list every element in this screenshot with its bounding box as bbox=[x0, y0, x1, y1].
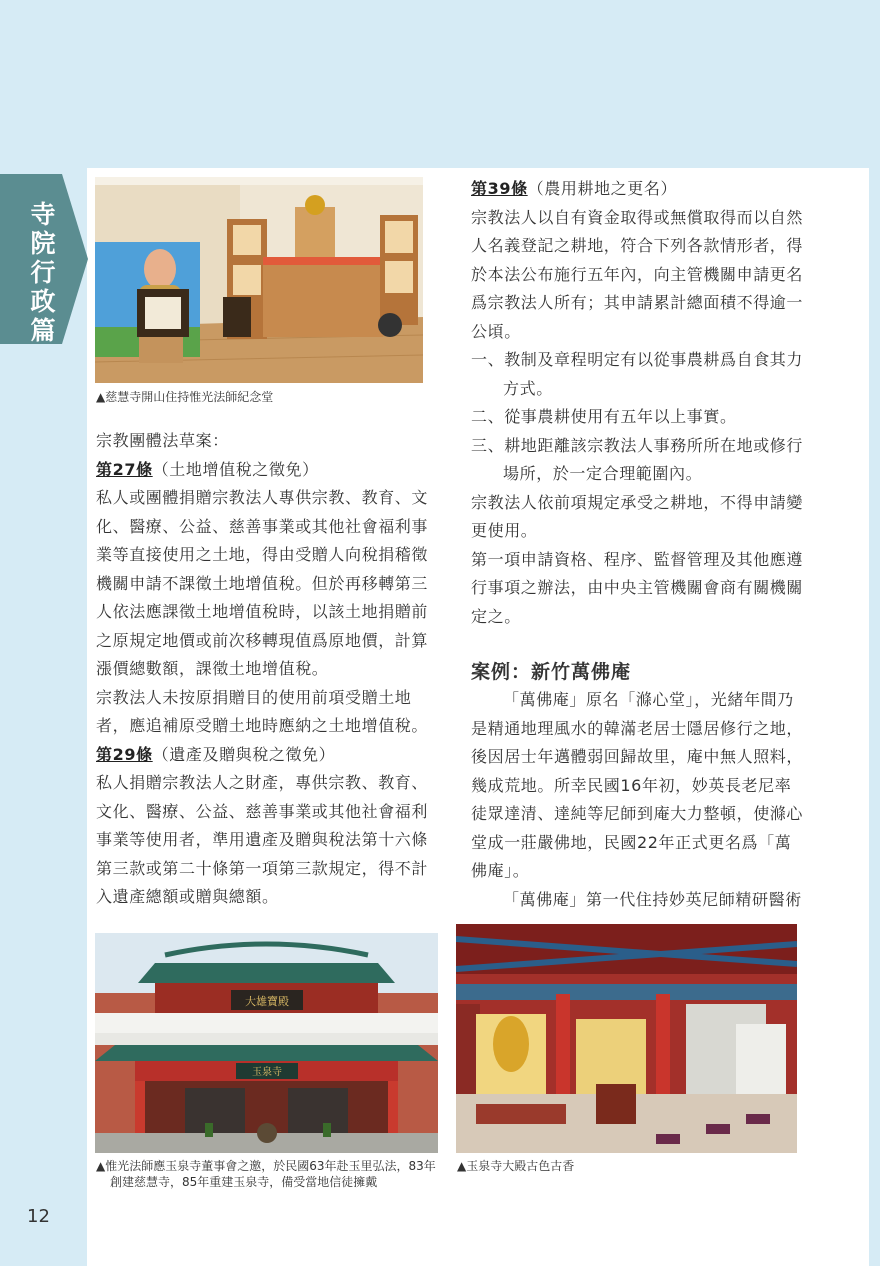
photo3-caption: ▲玉泉寺大殿古色古香 bbox=[457, 1159, 575, 1173]
article-39-label: 第39條 bbox=[471, 179, 528, 198]
article-39-item-3: 三、耕地距離該宗教法人事務所所在地或修行場所，於一定合理範圍內。 bbox=[471, 435, 804, 483]
main-hall-interior-photo bbox=[456, 924, 797, 1153]
article-29-heading bbox=[96, 741, 431, 770]
draft-law-intro: 宗教團體法草案： bbox=[96, 431, 229, 450]
case-body bbox=[471, 686, 805, 914]
article-27-paragraph-1: 私人或團體捐贈宗教法人專供宗教、教育、文化、醫療、公益、慈善事業或其他社會福利事業等直接使用之土地，得由受贈人向稅捐稽徵機關申請不課徵土地增值稅。但於再移轉第三人依法應課徵土地增值稅時，以該土地捐贈前之原規定地價或前次移轉現值爲原地價，計算漲價總數額，課徵土地增值稅。 bbox=[96, 488, 429, 678]
main-hall-interior-illustration bbox=[456, 924, 797, 1153]
temple-facade-illustration bbox=[95, 933, 438, 1153]
case-heading: 案例：新竹萬佛庵 bbox=[471, 661, 632, 683]
top-band bbox=[0, 0, 880, 168]
right-column bbox=[471, 175, 805, 631]
right-margin-band bbox=[869, 168, 880, 1266]
article-27-title: （土地增值稅之徵免） bbox=[152, 459, 319, 479]
article-29-title: （遺產及贈與稅之徵免） bbox=[152, 744, 336, 764]
article-39-title: （農用耕地之更名） bbox=[527, 179, 678, 198]
upper-temple-sign: 大雄寶殿 bbox=[245, 995, 289, 1008]
photo2-caption-line2: 創建慈慧寺，85年重建玉泉寺，備受當地信徒擁戴 bbox=[110, 1175, 378, 1189]
lower-temple-sign: 玉泉寺 bbox=[252, 1067, 282, 1078]
temple-facade-photo bbox=[95, 933, 438, 1153]
photo2-caption-line1: ▲惟光法師應玉泉寺董事會之邀，於民國63年赴玉里弘法，83年 bbox=[96, 1159, 436, 1173]
article-39-paragraph-1: 宗教法人以自有資金取得或無償取得而以自然人名義登記之耕地，符合下列各款情形者，得於本法公布施行五年內，向主管機關申請更名爲宗教法人所有；其申請累計總面積不得逾一公頃。 bbox=[471, 207, 804, 341]
article-29-paragraph-1: 私人捐贈宗教法人之財產，專供宗教、教育、文化、醫療、公益、慈善事業或其他社會福利事業等使用者，準用遺產及贈與稅法第十六條第三款或第二十條第一項第三款規定，得不計入遺產總額或贈與總額。 bbox=[96, 773, 429, 906]
article-39-paragraph-3: 第一項申請資格、程序、監督管理及其他應遵行事項之辦法，由中央主管機關會商有關機關定之。 bbox=[471, 549, 804, 626]
article-39-heading bbox=[471, 175, 805, 204]
photo2-caption bbox=[96, 1158, 441, 1190]
left-column bbox=[96, 427, 431, 912]
case-paragraph-2: 「萬佛庵」第一代住持妙英尼師精研醫術 bbox=[503, 889, 802, 909]
article-27-label: 第27條 bbox=[96, 459, 153, 479]
article-27-paragraph-2: 宗教法人未按原捐贈目的使用前項受贈土地者，應追補原受贈土地時應納之土地增值稅。 bbox=[96, 687, 429, 735]
article-29-label: 第29條 bbox=[96, 744, 153, 764]
memorial-hall-photo bbox=[95, 177, 423, 383]
article-27-heading bbox=[96, 456, 431, 485]
page-number: 12 bbox=[27, 1206, 50, 1227]
article-39-paragraph-2: 宗教法人依前項規定承受之耕地，不得申請變更使用。 bbox=[471, 492, 804, 540]
section-tab-label: 寺 院 行 政 篇 bbox=[30, 200, 56, 345]
memorial-hall-illustration bbox=[95, 177, 423, 383]
article-39-item-1: 一、教制及章程明定有以從事農耕爲自食其力方式。 bbox=[471, 350, 804, 398]
photo1-caption: ▲慈慧寺開山住持惟光法師紀念堂 bbox=[96, 390, 274, 404]
article-39-item-2: 二、從事農耕使用有五年以上事實。 bbox=[471, 407, 737, 426]
case-paragraph-1: 「萬佛庵」原名「滌心堂」，光緒年間乃是精通地理風水的韓滿老居士隱居修行之地，後因居士年邁體弱回歸故里，庵中無人照料，幾成荒地。所幸民國16年初，妙英長老尼率徒眾達清、達純等尼師到庵大力整頓，使滌心堂成一莊嚴佛地，民國22年正式更名爲「萬佛庵」。 bbox=[471, 690, 804, 880]
